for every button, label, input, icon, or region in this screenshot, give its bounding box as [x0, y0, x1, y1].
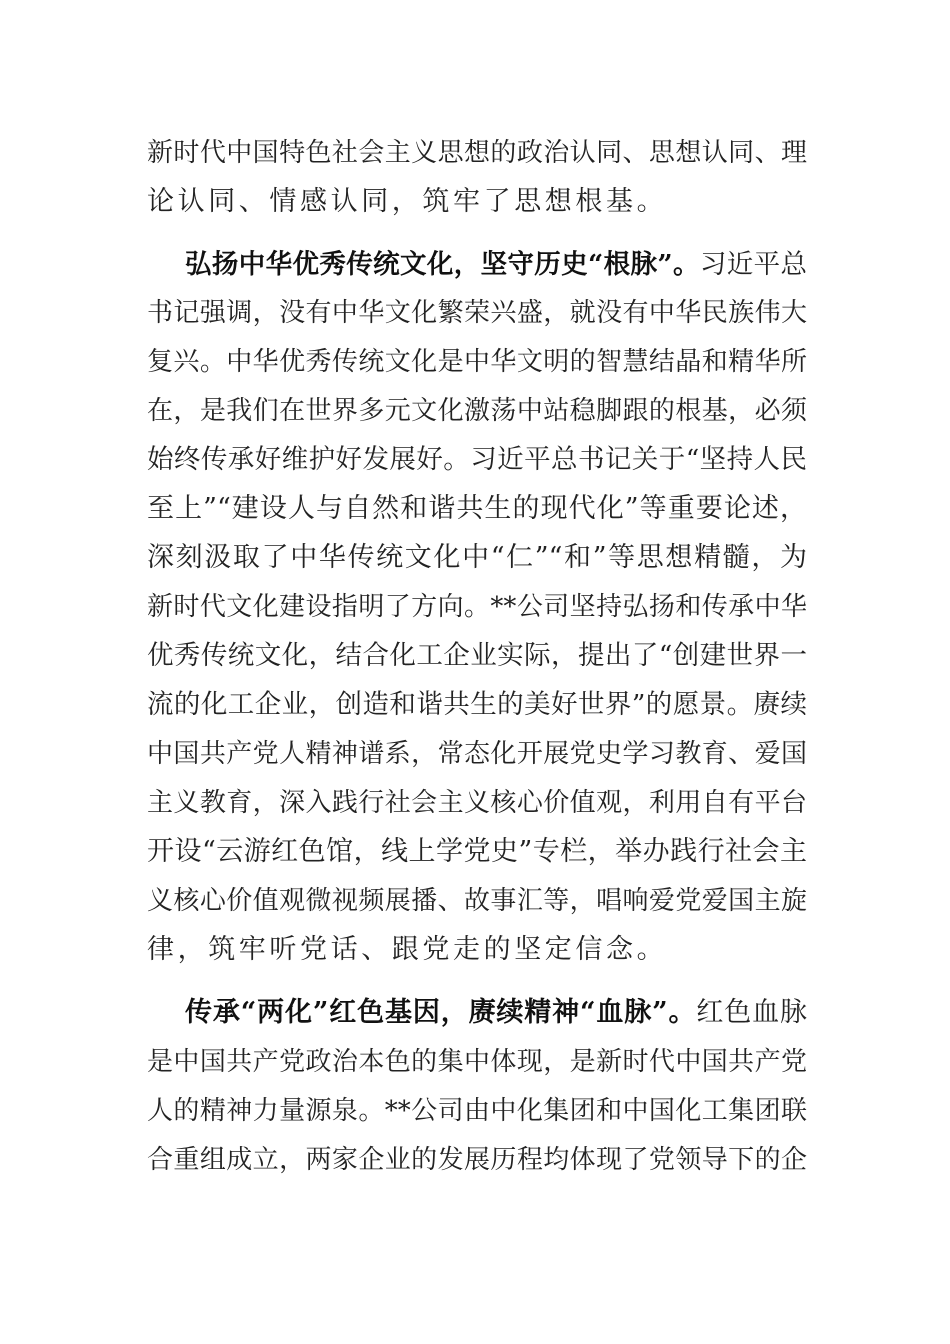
paragraph-3-first-line-rest: 红色血脉	[696, 997, 807, 1028]
paragraph-2-line-5: 始终传承好维护好发展好。习近平总书记关于“坚持人民	[147, 444, 807, 475]
paragraph-3-heading: 传承“两化”红色基因，赓续精神“血脉”。	[185, 997, 697, 1028]
paragraph-2-line-15: 律，筑牢听党话、跟党走的坚定信念。	[147, 934, 668, 965]
paragraph-2-line-3: 复兴。中华优秀传统文化是中华文明的智慧结晶和精华所	[147, 347, 807, 377]
paragraph-2-first-line-rest: 习近平总	[699, 249, 807, 280]
paragraph-3-line-3: 人的精神力量源泉。**公司由中化集团和中国化工集团联	[147, 1096, 807, 1126]
paragraph-2-line-4: 在，是我们在世界多元文化激荡中站稳脚跟的根基，必须	[147, 396, 807, 426]
paragraph-2-line-12: 主义教育，深入践行社会主义核心价值观，利用自有平台	[147, 788, 807, 818]
paragraph-3-line-1	[185, 996, 807, 1030]
paragraph-2-line-7: 深刻汲取了中华传统文化中“仁”“和”等思想精髓，为	[147, 542, 807, 573]
paragraph-2-line-10: 流的化工企业，创造和谐共生的美好世界”的愿景。赓续	[147, 689, 807, 720]
paragraph-2-line-8: 新时代文化建设指明了方向。**公司坚持弘扬和传承中华	[147, 592, 807, 622]
paragraph-2-line-1	[185, 248, 807, 282]
paragraph-2-line-14: 义核心价值观微视频展播、故事汇等，唱响爱党爱国主旋	[147, 886, 807, 916]
paragraph-2-line-6: 至上”“建设人与自然和谐共生的现代化”等重要论述，	[147, 493, 807, 524]
paragraph-1-line-1: 新时代中国特色社会主义思想的政治认同、思想认同、理	[147, 138, 807, 168]
paragraph-3-line-4: 合重组成立，两家企业的发展历程均体现了党领导下的企	[147, 1145, 807, 1175]
paragraph-3-line-2: 是中国共产党政治本色的集中体现，是新时代中国共产党	[147, 1047, 807, 1077]
paragraph-2-line-2: 书记强调，没有中华文化繁荣兴盛，就没有中华民族伟大	[147, 298, 807, 328]
paragraph-2-heading: 弘扬中华优秀传统文化，坚守历史“根脉”。	[185, 249, 700, 280]
paragraph-1-line-2: 论认同、情感认同，筑牢了思想根基。	[147, 186, 668, 217]
paragraph-2-line-13: 开设“云游红色馆，线上学党史”专栏，举办践行社会主	[147, 836, 807, 867]
paragraph-2-line-11: 中国共产党人精神谱系，常态化开展党史学习教育、爱国	[147, 739, 807, 769]
paragraph-2-line-9: 优秀传统文化，结合化工企业实际，提出了“创建世界一	[147, 640, 807, 671]
